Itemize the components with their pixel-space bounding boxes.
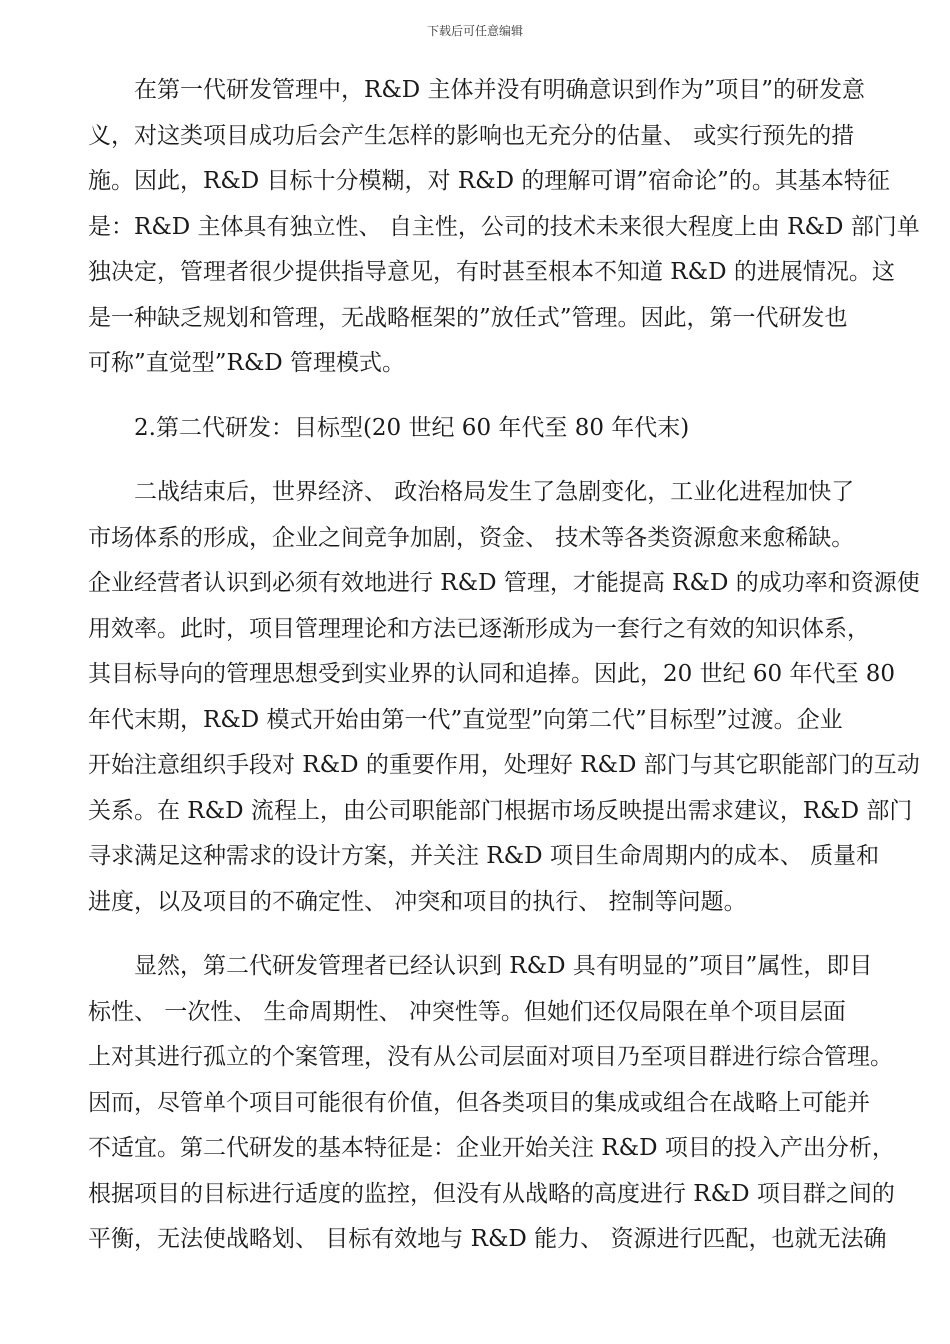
text-line: 上对其进行孤立的个案管理，没有从公司层面对项目乃至项目群进行综合管理。	[88, 1044, 893, 1070]
text-line: 在第一代研发管理中，R&D 主体并没有明确意识到作为”项目”的研发意	[134, 77, 866, 103]
document-body	[88, 68, 920, 1282]
page-header: 下载后可任意编辑	[426, 24, 523, 38]
section-heading-second-generation	[88, 406, 878, 452]
text-line: 其目标导向的管理思想受到实业界的认同和追捧。因此，20 世纪 60 年代至 80	[88, 661, 896, 687]
text-line: 独决定，管理者很少提供指导意见，有时甚至根本不知道 R&D 的进展情况。这	[88, 259, 895, 285]
text-line: 开始注意组织手段对 R&D 的重要作用，处理好 R&D 部门与其它职能部门的互动	[88, 752, 920, 778]
text-line: 显然，第二代研发管理者已经认识到 R&D 具有明显的”项目”属性，即目	[134, 953, 873, 979]
text-line: 二战结束后，世界经济、 政治格局发生了急剧变化，工业化进程加快了	[134, 479, 855, 505]
text-line: 是：R&D 主体具有独立性、 自主性，公司的技术未来很大程度上由 R&D 部门单	[88, 213, 920, 240]
text-line: 用效率。此时，项目管理理论和方法已逐渐形成为一套行之有效的知识体系，	[88, 615, 870, 642]
text-line: 年代末期，R&D 模式开始由第一代”直觉型”向第二代”目标型”过渡。企业	[88, 706, 843, 733]
paragraph-second-generation-features	[88, 944, 895, 1263]
text-line: 义，对这类项目成功后会产生怎样的影响也无充分的估量、 或实行预先的措	[88, 122, 855, 149]
text-line: 市场体系的形成，企业之间竞争加剧，资金、 技术等各类资源愈来愈稀缺。	[88, 524, 855, 551]
paragraph-post-war	[88, 470, 920, 925]
text-line: 寻求满足这种需求的设计方案，并关注 R&D 项目生命周期内的成本、 质量和	[88, 843, 880, 869]
text-line: 不适宜。第二代研发的基本特征是：企业开始关注 R&D 项目的投入产出分析，	[88, 1135, 895, 1161]
text-line: 标性、 一次性、 生命周期性、 冲突性等。但她们还仅局限在单个项目层面	[88, 998, 846, 1025]
text-line: 根据项目的目标进行适度的监控，但没有从战略的高度进行 R&D 项目群之间的	[88, 1180, 895, 1207]
paragraph-first-generation	[88, 68, 920, 387]
section-heading: 2.第二代研发：目标型(20 世纪 60 年代至 80 年代末)	[134, 414, 690, 441]
text-line: 企业经营者认识到必须有效地进行 R&D 管理，才能提高 R&D 的成功率和资源使	[88, 570, 920, 596]
text-line: 因而，尽管单个项目可能很有价值，但各类项目的集成或组合在战略上可能并	[88, 1089, 870, 1116]
text-line: 可称”直觉型”R&D 管理模式。	[88, 350, 406, 376]
text-line: 进度，以及项目的不确定性、 冲突和项目的执行、 控制等问题。	[88, 888, 747, 915]
text-line: 平衡，无法使战略划、 目标有效地与 R&D 能力、 资源进行匹配，也就无法确	[88, 1226, 887, 1252]
text-line: 关系。在 R&D 流程上，由公司职能部门根据市场反映提出需求建议，R&D 部门	[88, 797, 913, 824]
text-line: 施。因此，R&D 目标十分模糊，对 R&D 的理解可谓”宿命论”的。其基本特征	[88, 168, 890, 194]
text-line: 是一种缺乏规划和管理，无战略框架的”放任式”管理。因此，第一代研发也	[88, 304, 848, 331]
